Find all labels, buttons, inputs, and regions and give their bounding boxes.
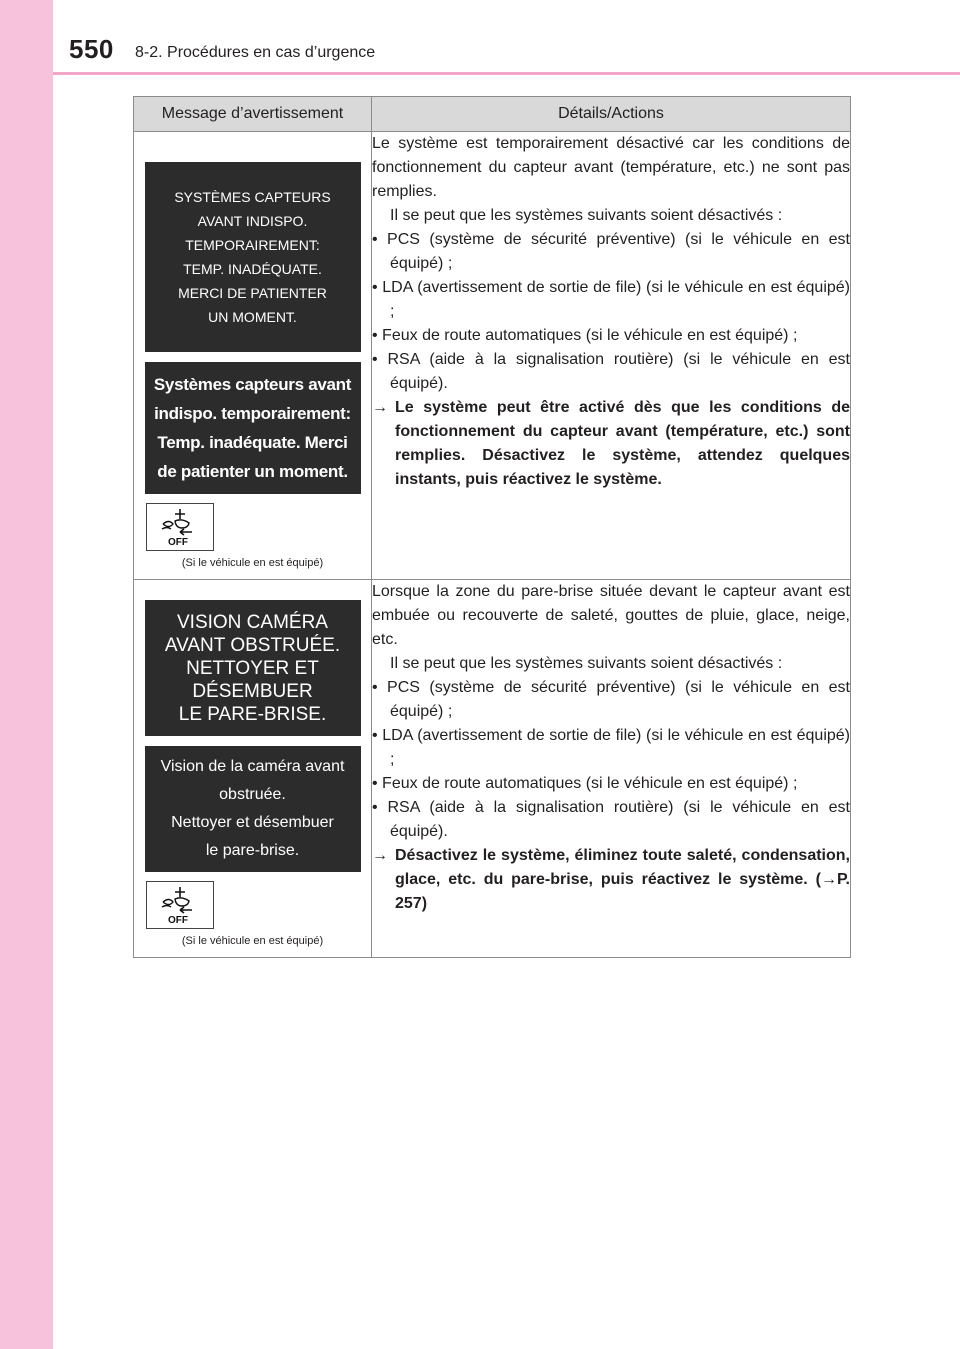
page-number: 550 [69, 34, 114, 64]
header-divider [53, 72, 960, 75]
display-line: MERCI DE PATIENTER [178, 285, 327, 301]
bullet-item: • LDA (avertissement de sortie de file) (si le véhicule en est équipé) ; [372, 727, 850, 768]
bullet-item: • LDA (avertissement de sortie de file) (si le véhicule en est équipé) ; [372, 279, 850, 320]
display-line: AVANT INDISPO. [197, 213, 308, 229]
arrow-icon: → [372, 847, 388, 864]
bullet-item: • Feux de route automatiques (si le véhicule en est équipé) ; [372, 327, 798, 344]
bullet-item: • PCS (système de sécurité préventive) (si le véhicule en est équipé) ; [372, 679, 850, 720]
details-intro: Le système est temporairement désactivé car les conditions de fonctionnement du capteur avant (température, etc.) ne sont pas remplies. [372, 135, 850, 200]
pre-collision-off-icon [146, 881, 214, 929]
equipment-caption: (Si le véhicule en est équipé) [181, 935, 324, 947]
display-line: Nettoyer et désembuer [171, 814, 334, 831]
warning-message-cell [134, 580, 372, 958]
table-row [134, 580, 851, 958]
section-title: 8-2. Procédures en cas d’urgence [135, 44, 376, 61]
action-text [372, 396, 850, 492]
display-line: LE PARE-BRISE. [178, 703, 327, 725]
warning-table [133, 96, 851, 958]
warning-message-cell [134, 132, 372, 580]
bullet-item: • RSA (aide à la signalisation routière) (si le véhicule en est équipé). [372, 351, 850, 392]
display-line: Systèmes capteurs avant [153, 375, 352, 394]
svg-text:OFF: OFF [168, 915, 188, 925]
display-line: UN MOMENT. [208, 309, 297, 325]
side-color-band [0, 0, 53, 1349]
svg-text:OFF: OFF [168, 537, 188, 547]
page-ref-arrow-icon: → [820, 871, 837, 888]
display-line: DÉSEMBUER [192, 680, 313, 702]
details-indent: Il se peut que les systèmes suivants soient désactivés : [390, 207, 783, 224]
pre-collision-off-icon [146, 503, 214, 551]
bullet-item: • RSA (aide à la signalisation routière) (si le véhicule en est équipé). [372, 799, 850, 840]
action-label: Le système peut être activé dès que les conditions de fonctionnement du capteur avant (température, etc.) sont remplies. Désactivez le système, attendez quelques instants, puis réactivez le système. [395, 399, 850, 488]
details-cell [372, 132, 851, 580]
display-line: Temp. inadéquate. Merci [157, 433, 348, 452]
column-header-message: Message d’avertissement [134, 97, 372, 132]
table-header-row [134, 97, 851, 132]
display-message-mixed [145, 362, 361, 494]
page-reference-link[interactable]: P. 257) [395, 871, 850, 912]
display-line: indispo. temporairement: [154, 404, 351, 423]
column-header-details: Détails/Actions [372, 97, 851, 132]
bullet-item: • Feux de route automatiques (si le véhicule en est équipé) ; [372, 775, 798, 792]
details-intro: Lorsque la zone du pare-brise située devant le capteur avant est embuée ou recouverte de saleté, gouttes de pluie, glace, neige, etc. [372, 583, 850, 648]
display-line: SYSTÈMES CAPTEURS [174, 189, 331, 205]
table-row [134, 132, 851, 580]
display-message-mixed [145, 746, 361, 872]
display-line: de patienter un moment. [157, 462, 348, 481]
display-message-caps [145, 600, 361, 736]
display-line: VISION CAMÉRA [177, 611, 328, 633]
display-line: TEMP. INADÉQUATE. [183, 261, 322, 277]
details-indent: Il se peut que les systèmes suivants soient désactivés : [390, 655, 783, 672]
display-line: obstruée. [219, 786, 286, 803]
bullet-item: • PCS (système de sécurité préventive) (si le véhicule en est équipé) ; [372, 231, 850, 272]
display-line: NETTOYER ET [186, 657, 319, 679]
display-line: Vision de la caméra avant [160, 758, 345, 775]
display-line: AVANT OBSTRUÉE. [164, 634, 341, 656]
details-cell [372, 580, 851, 958]
action-text [372, 844, 850, 916]
display-message-caps [145, 162, 361, 352]
action-label: Désactivez le système, éliminez toute saleté, condensation, glace, etc. du pare-brise, puis réactivez le système. ( [395, 847, 850, 888]
display-line: le pare-brise. [205, 842, 300, 859]
display-line: TEMPORAIREMENT: [185, 237, 320, 253]
arrow-icon: → [372, 399, 388, 416]
equipment-caption: (Si le véhicule en est équipé) [181, 557, 324, 569]
